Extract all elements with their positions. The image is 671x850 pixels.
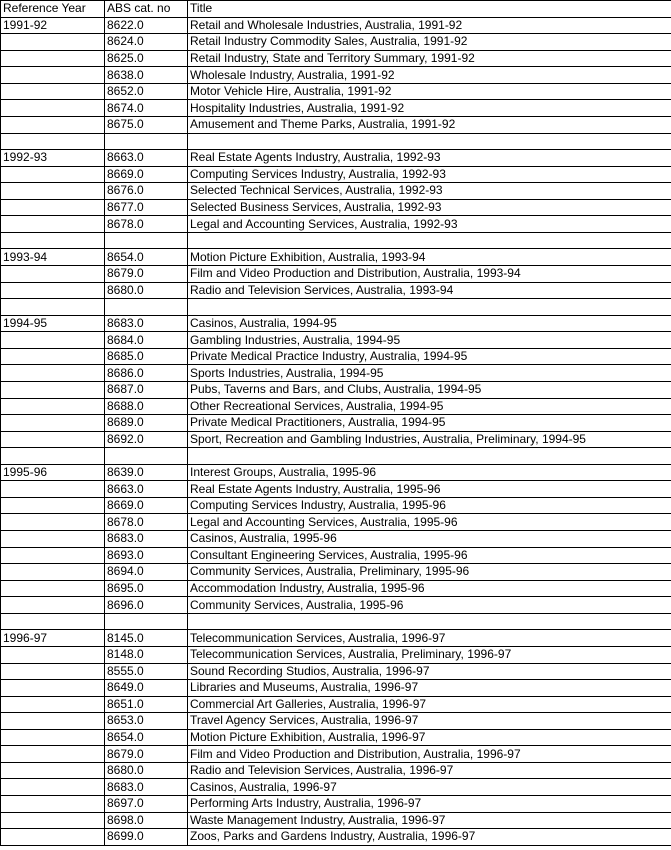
cell-reference-year: 1995-96 <box>1 464 105 481</box>
cell-reference-year <box>1 133 105 150</box>
cell-title: Travel Agency Services, Australia, 1996-97 <box>188 713 671 730</box>
table-row <box>1 762 671 779</box>
cell-cat-no <box>105 299 188 316</box>
table-row <box>1 315 671 332</box>
cell-cat-no: 8685.0 <box>105 348 188 365</box>
cell-cat-no: 8624.0 <box>105 34 188 51</box>
cell-title: Casinos, Australia, 1996-97 <box>188 779 671 796</box>
cell-reference-year: 1993-94 <box>1 249 105 266</box>
table-row <box>1 299 671 316</box>
cell-cat-no: 8680.0 <box>105 282 188 299</box>
cell-title: Motion Picture Exhibition, Australia, 1996-97 <box>188 729 671 746</box>
cell-reference-year <box>1 50 105 67</box>
cell-title: Motor Vehicle Hire, Australia, 1991-92 <box>188 83 671 100</box>
table-row <box>1 249 671 266</box>
table-row <box>1 83 671 100</box>
cell-cat-no: 8683.0 <box>105 531 188 548</box>
cell-reference-year <box>1 514 105 531</box>
cell-reference-year <box>1 183 105 200</box>
cell-reference-year <box>1 166 105 183</box>
cell-cat-no: 8692.0 <box>105 431 188 448</box>
cell-title: Consultant Engineering Services, Australia, 1995-96 <box>188 547 671 564</box>
cell-cat-no: 8653.0 <box>105 713 188 730</box>
table-row <box>1 448 671 465</box>
cell-cat-no: 8555.0 <box>105 663 188 680</box>
cell-title: Pubs, Taverns and Bars, and Clubs, Australia, 1994-95 <box>188 381 671 398</box>
cell-reference-year <box>1 282 105 299</box>
cell-title: Performing Arts Industry, Australia, 1996-97 <box>188 796 671 813</box>
table-row <box>1 514 671 531</box>
cell-reference-year: 1991-92 <box>1 17 105 34</box>
cell-cat-no: 8649.0 <box>105 680 188 697</box>
table-row <box>1 613 671 630</box>
cell-cat-no: 8654.0 <box>105 729 188 746</box>
table-row <box>1 232 671 249</box>
header-reference-year: Reference Year <box>1 1 105 18</box>
cell-reference-year <box>1 116 105 133</box>
cell-cat-no: 8622.0 <box>105 17 188 34</box>
cell-title: Selected Technical Services, Australia, 1992-93 <box>188 183 671 200</box>
cell-reference-year <box>1 83 105 100</box>
cell-cat-no <box>105 448 188 465</box>
table-row <box>1 116 671 133</box>
cell-reference-year <box>1 646 105 663</box>
table-row <box>1 332 671 349</box>
cell-title: Radio and Television Services, Australia, 1996-97 <box>188 762 671 779</box>
cell-reference-year <box>1 713 105 730</box>
cell-cat-no: 8688.0 <box>105 398 188 415</box>
cell-reference-year <box>1 762 105 779</box>
cell-cat-no: 8683.0 <box>105 315 188 332</box>
cell-cat-no <box>105 613 188 630</box>
cell-title: Retail and Wholesale Industries, Australia, 1991-92 <box>188 17 671 34</box>
cell-reference-year <box>1 531 105 548</box>
cell-cat-no: 8638.0 <box>105 67 188 84</box>
header-cat-no: ABS cat. no <box>105 1 188 18</box>
cell-reference-year <box>1 564 105 581</box>
cell-title: Film and Video Production and Distribution, Australia, 1993-94 <box>188 266 671 283</box>
table-row <box>1 812 671 829</box>
table-row <box>1 67 671 84</box>
cell-title: Retail Industry Commodity Sales, Australia, 1991-92 <box>188 34 671 51</box>
cell-title: Computing Services Industry, Australia, 1995-96 <box>188 497 671 514</box>
table-row <box>1 663 671 680</box>
cell-reference-year: 1992-93 <box>1 150 105 167</box>
cell-reference-year <box>1 348 105 365</box>
cell-reference-year <box>1 448 105 465</box>
cell-cat-no: 8676.0 <box>105 183 188 200</box>
cell-reference-year: 1994-95 <box>1 315 105 332</box>
cell-cat-no <box>105 133 188 150</box>
cell-title: Gambling Industries, Australia, 1994-95 <box>188 332 671 349</box>
cell-cat-no: 8694.0 <box>105 564 188 581</box>
cell-cat-no: 8696.0 <box>105 597 188 614</box>
cell-title: Motion Picture Exhibition, Australia, 1993-94 <box>188 249 671 266</box>
table-row <box>1 381 671 398</box>
cell-title: Real Estate Agents Industry, Australia, 1992-93 <box>188 150 671 167</box>
cell-title: Libraries and Museums, Australia, 1996-97 <box>188 680 671 697</box>
table-row <box>1 597 671 614</box>
cell-title: Hospitality Industries, Australia, 1991-92 <box>188 100 671 117</box>
cell-cat-no: 8689.0 <box>105 415 188 432</box>
table-row <box>1 50 671 67</box>
table-row <box>1 630 671 647</box>
cell-title: Other Recreational Services, Australia, 1994-95 <box>188 398 671 415</box>
cell-reference-year <box>1 696 105 713</box>
cell-cat-no: 8677.0 <box>105 199 188 216</box>
table-row <box>1 729 671 746</box>
cell-title: Zoos, Parks and Gardens Industry, Australia, 1996-97 <box>188 829 671 846</box>
cell-cat-no: 8654.0 <box>105 249 188 266</box>
cell-title: Casinos, Australia, 1995-96 <box>188 531 671 548</box>
cell-reference-year <box>1 381 105 398</box>
cell-cat-no: 8695.0 <box>105 580 188 597</box>
cell-title: Radio and Television Services, Australia, 1993-94 <box>188 282 671 299</box>
cell-cat-no <box>105 232 188 249</box>
cell-reference-year <box>1 332 105 349</box>
table-row <box>1 564 671 581</box>
table-row <box>1 713 671 730</box>
table-row <box>1 100 671 117</box>
table-row <box>1 746 671 763</box>
table-row <box>1 282 671 299</box>
cell-cat-no: 8679.0 <box>105 746 188 763</box>
cell-cat-no: 8687.0 <box>105 381 188 398</box>
cell-title <box>188 133 671 150</box>
cell-reference-year <box>1 812 105 829</box>
cell-title: Amusement and Theme Parks, Australia, 1991-92 <box>188 116 671 133</box>
cell-cat-no: 8697.0 <box>105 796 188 813</box>
cell-reference-year <box>1 216 105 233</box>
cell-title: Community Services, Australia, Preliminary, 1995-96 <box>188 564 671 581</box>
cell-title: Wholesale Industry, Australia, 1991-92 <box>188 67 671 84</box>
cell-cat-no: 8651.0 <box>105 696 188 713</box>
table-row <box>1 531 671 548</box>
table-row <box>1 398 671 415</box>
cell-cat-no: 8663.0 <box>105 481 188 498</box>
cell-title: Selected Business Services, Australia, 1992-93 <box>188 199 671 216</box>
cell-reference-year <box>1 597 105 614</box>
table-row <box>1 497 671 514</box>
table-row <box>1 646 671 663</box>
cell-title: Retail Industry, State and Territory Summary, 1991-92 <box>188 50 671 67</box>
table-body <box>1 17 671 845</box>
cell-reference-year <box>1 663 105 680</box>
cell-title: Sound Recording Studios, Australia, 1996-97 <box>188 663 671 680</box>
cell-reference-year <box>1 580 105 597</box>
cell-title <box>188 613 671 630</box>
table-row <box>1 348 671 365</box>
cell-reference-year <box>1 481 105 498</box>
cell-title: Legal and Accounting Services, Australia, 1995-96 <box>188 514 671 531</box>
cell-reference-year <box>1 365 105 382</box>
cell-title: Legal and Accounting Services, Australia, 1992-93 <box>188 216 671 233</box>
table-row <box>1 481 671 498</box>
table-row <box>1 696 671 713</box>
cell-reference-year <box>1 497 105 514</box>
cell-title: Telecommunication Services, Australia, 1996-97 <box>188 630 671 647</box>
cell-reference-year <box>1 415 105 432</box>
cell-cat-no: 8148.0 <box>105 646 188 663</box>
cell-title: Sports Industries, Australia, 1994-95 <box>188 365 671 382</box>
cell-reference-year <box>1 34 105 51</box>
cell-reference-year: 1996-97 <box>1 630 105 647</box>
table-row <box>1 779 671 796</box>
cell-reference-year <box>1 431 105 448</box>
table-row <box>1 415 671 432</box>
table-row <box>1 829 671 846</box>
cell-cat-no: 8679.0 <box>105 266 188 283</box>
cell-reference-year <box>1 100 105 117</box>
cell-cat-no: 8680.0 <box>105 762 188 779</box>
cell-reference-year <box>1 796 105 813</box>
cell-cat-no: 8678.0 <box>105 216 188 233</box>
cell-title <box>188 448 671 465</box>
cell-cat-no: 8145.0 <box>105 630 188 647</box>
cell-reference-year <box>1 67 105 84</box>
cell-title: Telecommunication Services, Australia, Preliminary, 1996-97 <box>188 646 671 663</box>
cell-title: Casinos, Australia, 1994-95 <box>188 315 671 332</box>
cell-reference-year <box>1 779 105 796</box>
cell-title: Real Estate Agents Industry, Australia, 1995-96 <box>188 481 671 498</box>
cell-cat-no: 8639.0 <box>105 464 188 481</box>
cell-reference-year <box>1 680 105 697</box>
cell-title: Waste Management Industry, Australia, 1996-97 <box>188 812 671 829</box>
cell-cat-no: 8686.0 <box>105 365 188 382</box>
cell-cat-no: 8663.0 <box>105 150 188 167</box>
cell-reference-year <box>1 829 105 846</box>
table-row <box>1 547 671 564</box>
table-row <box>1 199 671 216</box>
table-row <box>1 216 671 233</box>
table-row <box>1 17 671 34</box>
header-title: Title <box>188 1 671 18</box>
cell-cat-no: 8678.0 <box>105 514 188 531</box>
cell-title: Computing Services Industry, Australia, 1992-93 <box>188 166 671 183</box>
cell-cat-no: 8674.0 <box>105 100 188 117</box>
table-row <box>1 266 671 283</box>
cell-cat-no: 8683.0 <box>105 779 188 796</box>
table-row <box>1 133 671 150</box>
cell-cat-no: 8669.0 <box>105 166 188 183</box>
cell-reference-year <box>1 232 105 249</box>
cell-title <box>188 232 671 249</box>
cell-cat-no: 8693.0 <box>105 547 188 564</box>
cell-title: Private Medical Practice Industry, Australia, 1994-95 <box>188 348 671 365</box>
cell-reference-year <box>1 266 105 283</box>
cell-title: Interest Groups, Australia, 1995-96 <box>188 464 671 481</box>
table-row <box>1 464 671 481</box>
cell-title: Sport, Recreation and Gambling Industries, Australia, Preliminary, 1994-95 <box>188 431 671 448</box>
cell-reference-year <box>1 729 105 746</box>
cell-cat-no: 8684.0 <box>105 332 188 349</box>
cell-reference-year <box>1 299 105 316</box>
cell-cat-no: 8625.0 <box>105 50 188 67</box>
cell-reference-year <box>1 613 105 630</box>
cell-reference-year <box>1 199 105 216</box>
table-row <box>1 183 671 200</box>
cell-title: Private Medical Practitioners, Australia, 1994-95 <box>188 415 671 432</box>
table-row <box>1 580 671 597</box>
table-row <box>1 431 671 448</box>
cell-reference-year <box>1 746 105 763</box>
header-row <box>1 1 671 18</box>
table-row <box>1 365 671 382</box>
cell-cat-no: 8699.0 <box>105 829 188 846</box>
table-row <box>1 796 671 813</box>
cell-cat-no: 8698.0 <box>105 812 188 829</box>
cell-cat-no: 8652.0 <box>105 83 188 100</box>
cell-title: Accommodation Industry, Australia, 1995-96 <box>188 580 671 597</box>
table-row <box>1 680 671 697</box>
cell-reference-year <box>1 398 105 415</box>
table-row <box>1 34 671 51</box>
cell-cat-no: 8669.0 <box>105 497 188 514</box>
table-header <box>1 1 671 18</box>
table-row <box>1 166 671 183</box>
cell-title: Commercial Art Galleries, Australia, 1996-97 <box>188 696 671 713</box>
cell-cat-no: 8675.0 <box>105 116 188 133</box>
cell-title <box>188 299 671 316</box>
cell-reference-year <box>1 547 105 564</box>
cell-title: Film and Video Production and Distribution, Australia, 1996-97 <box>188 746 671 763</box>
table-row <box>1 150 671 167</box>
cell-title: Community Services, Australia, 1995-96 <box>188 597 671 614</box>
